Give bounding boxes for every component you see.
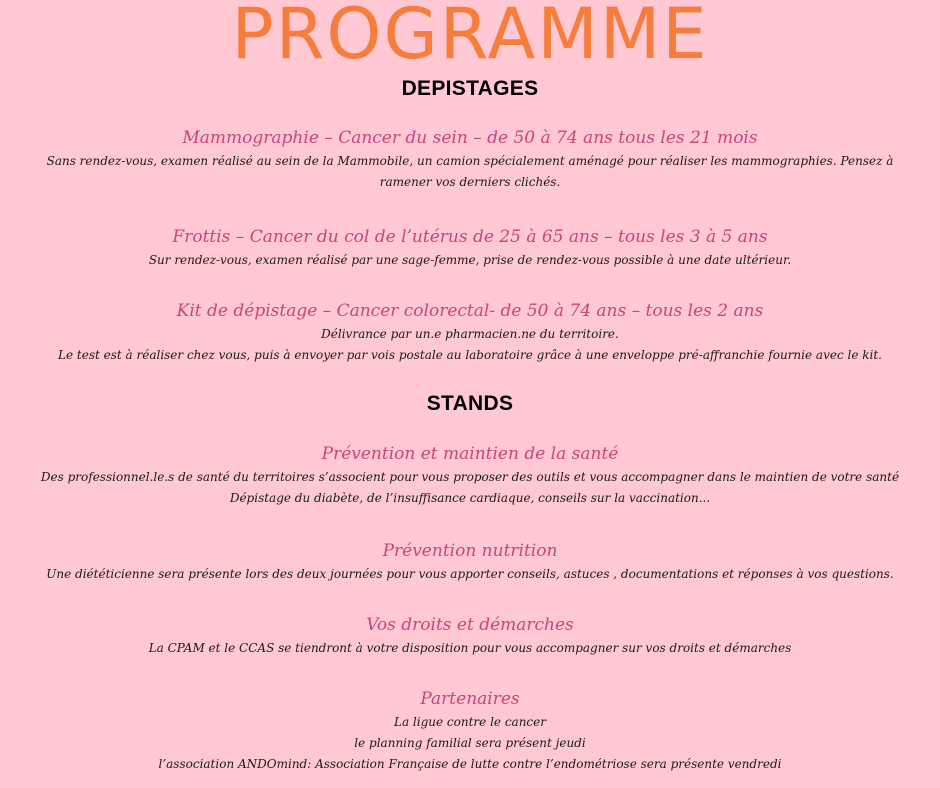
item-text-line: La CPAM et le CCAS se tiendront à votre disposition pour vous accompagner sur vos droits et démarches [148, 641, 792, 655]
page-title: PROGRAMME [231, 0, 709, 75]
depistages-heading: DEPISTAGES [401, 77, 539, 100]
item-text-line: Une diététicienne sera présente lors des deux journées pour vous apporter conseils, astuces , documentations et réponses à vos questions. [46, 567, 894, 581]
item-title: Prévention et maintien de la santé [321, 444, 619, 464]
item-description [10, 324, 930, 366]
item-text-line: l’association ANDOmind: Association Française de lutte contre l’endométriose sera présente vendredi [158, 757, 782, 771]
item-description [10, 467, 930, 509]
item-text-line: Dépistage du diabète, de l’insuffisance cardiaque, conseils sur la vaccination... [229, 491, 711, 505]
item-description [10, 564, 930, 585]
item-title: Prévention nutrition [382, 541, 558, 561]
item-description [10, 712, 930, 775]
item-description [10, 151, 930, 193]
item-title: Mammographie – Cancer du sein – de 50 à 74 ans tous les 21 mois [182, 128, 758, 148]
stands-heading: STANDS [426, 392, 514, 415]
item-text-line: ramener vos derniers clichés. [379, 175, 561, 189]
stand-item-droits [10, 614, 930, 659]
item-title: Partenaires [420, 689, 520, 709]
item-text-line: Sur rendez-vous, examen réalisé par une sage-femme, prise de rendez-vous possible à une date ultérieur. [148, 253, 792, 267]
depistage-item-mammographie [10, 127, 930, 193]
depistage-item-frottis [10, 226, 930, 271]
item-title: Vos droits et démarches [366, 615, 574, 635]
item-title: Frottis – Cancer du col de l’utérus de 25 à 65 ans – tous les 3 à 5 ans [172, 227, 768, 247]
item-text-line: Le test est à réaliser chez vous, puis à envoyer par vois postale au laboratoire grâce à une enveloppe pré-affranchie fournie avec le kit. [58, 348, 882, 362]
item-text-line: Sans rendez-vous, examen réalisé au sein de la Mammobile, un camion spécialement aménagé pour réaliser les mammographies. Pensez à [46, 154, 894, 168]
item-text-line: le planning familial sera présent jeudi [354, 736, 586, 750]
stand-item-partenaires [10, 688, 930, 775]
item-text-line: Délivrance par un.e pharmacien.ne du territoire. [321, 327, 619, 341]
stand-item-nutrition [10, 540, 930, 585]
item-description [10, 250, 930, 271]
stand-item-prevention-sante [10, 443, 930, 509]
item-text-line: Des professionnel.le.s de santé du territoires s’associent pour vous proposer des outils et vous accompagner dans le maintien de votre santé [40, 470, 900, 484]
depistage-item-colorectal [10, 300, 930, 366]
item-title: Kit de dépistage – Cancer colorectal- de 50 à 74 ans – tous les 2 ans [176, 301, 764, 321]
item-description [10, 638, 930, 659]
item-text-line: La ligue contre le cancer [393, 715, 546, 729]
